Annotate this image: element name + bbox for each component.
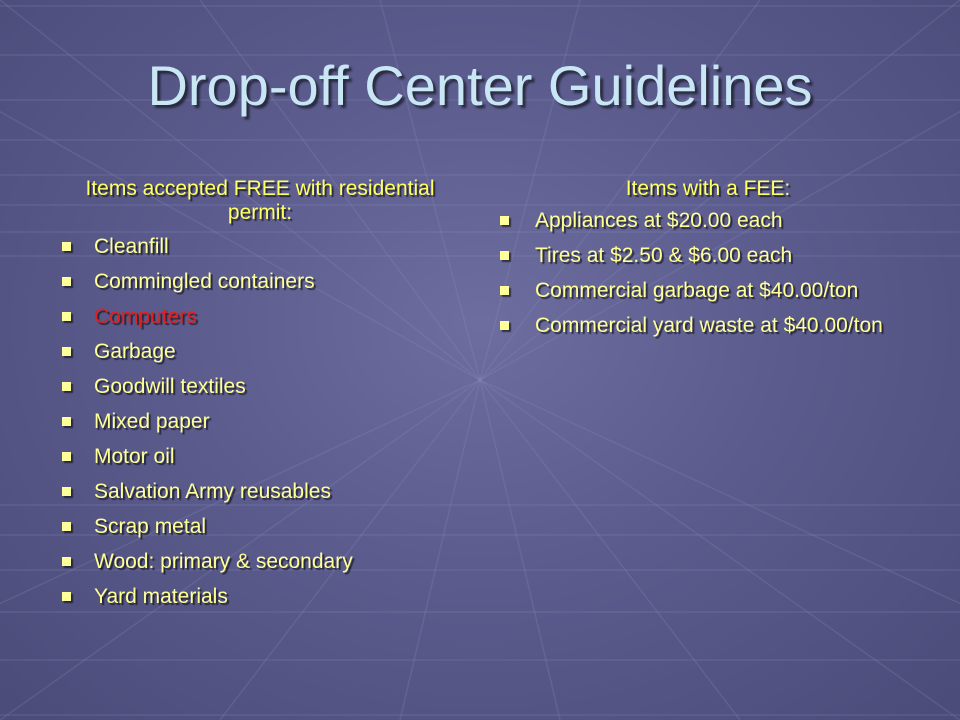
square-bullet-icon: [62, 382, 71, 391]
free-items-heading: Items accepted FREE with residential permit:: [85, 177, 435, 224]
square-bullet-icon: [62, 347, 71, 356]
list-item-label: Mixed paper: [94, 410, 210, 433]
list-item: [60, 410, 460, 434]
list-item-label: Appliances at $20.00 each: [535, 209, 783, 232]
list-item: [488, 209, 928, 233]
list-item-label: Scrap metal: [94, 515, 207, 538]
list-item: [488, 279, 928, 303]
fee-items-list: [488, 209, 928, 338]
list-item-label: Yard materials: [94, 585, 228, 608]
square-bullet-icon: [62, 452, 71, 461]
list-item: [60, 235, 460, 259]
list-item-label: Goodwill textiles: [94, 375, 246, 398]
list-item-label: Commercial yard waste at $40.00/ton: [535, 314, 883, 337]
free-items-list: [60, 235, 460, 609]
list-item: [488, 244, 928, 268]
free-items-column: [60, 177, 460, 620]
list-item: [60, 445, 460, 469]
list-item-label: Motor oil: [94, 445, 175, 468]
list-item-label: Garbage: [94, 340, 176, 363]
list-item-label: Commingled containers: [94, 270, 315, 293]
square-bullet-icon: [500, 286, 509, 295]
square-bullet-icon: [62, 557, 71, 566]
square-bullet-icon: [62, 487, 71, 496]
list-item: [60, 270, 460, 294]
square-bullet-icon: [62, 277, 71, 286]
list-item: [60, 340, 460, 364]
list-item-label: Salvation Army reusables: [94, 480, 331, 503]
list-item: [60, 515, 460, 539]
list-item-highlighted: [60, 305, 460, 329]
list-item: [60, 375, 460, 399]
square-bullet-icon: [500, 321, 509, 330]
fee-items-column: [488, 177, 928, 349]
list-item: [60, 480, 460, 504]
list-item: [488, 314, 928, 338]
list-item-label: Wood: primary & secondary: [94, 550, 353, 573]
list-item-label: Commercial garbage at $40.00/ton: [535, 279, 859, 302]
square-bullet-icon: [62, 522, 71, 531]
slide-title: Drop-off Center Guidelines: [147, 54, 813, 117]
square-bullet-icon: [500, 251, 509, 260]
list-item-label: Tires at $2.50 & $6.00 each: [535, 244, 793, 267]
square-bullet-icon: [500, 216, 509, 225]
list-item-label: Cleanfill: [94, 235, 169, 258]
list-item-label: Computers: [94, 305, 197, 328]
list-item: [60, 585, 460, 609]
square-bullet-icon: [62, 242, 71, 251]
square-bullet-icon: [62, 312, 71, 321]
square-bullet-icon: [62, 417, 71, 426]
square-bullet-icon: [62, 592, 71, 601]
fee-items-heading: Items with a FEE:: [625, 177, 791, 200]
list-item: [60, 550, 460, 574]
